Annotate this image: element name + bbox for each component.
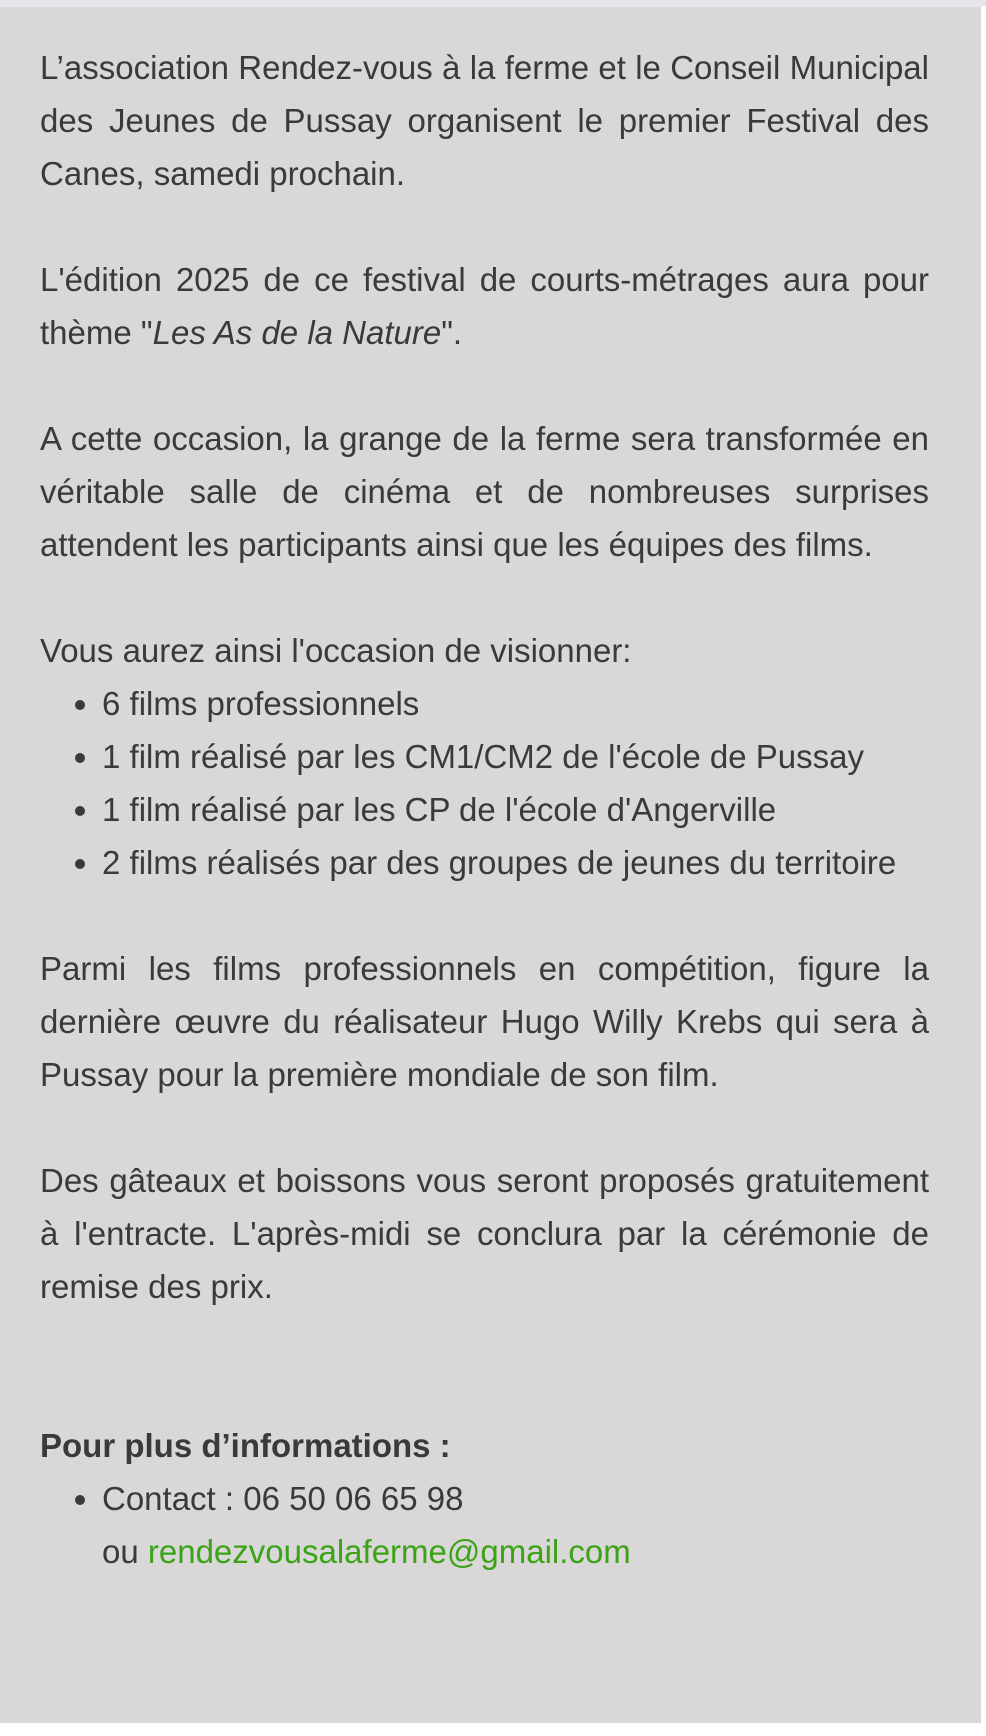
films-list [40, 677, 929, 889]
theme-title: Les As de la Nature [152, 314, 442, 351]
paragraph-intro: L’association Rendez-vous à la ferme et le Conseil Municipal des Jeunes de Pussay organisent le premier Festival des Canes, samedi prochain. [40, 49, 929, 192]
list-item: • 6 films professionnels [102, 677, 929, 730]
paragraph-refreshments: Des gâteaux et boissons vous seront proposés gratuitement à l'entracte. L'après-midi se conclura par la cérémonie de remise des prix. [40, 1162, 929, 1305]
article-card [0, 6, 981, 1723]
paragraph-theme [40, 253, 929, 359]
email-link[interactable]: rendezvousalaferme@gmail.com [147, 1533, 631, 1570]
info-heading: Pour plus d’informations : [40, 1427, 451, 1464]
list-item: • 2 films réalisés par des groupes de jeunes du territoire [102, 836, 929, 889]
paragraph-films-intro: Vous aurez ainsi l'occasion de visionner: [40, 632, 632, 669]
article-body [40, 41, 929, 1578]
list-item: • 1 film réalisé par les CP de l'école d'Angerville [102, 783, 929, 836]
contact-item [102, 1472, 929, 1578]
theme-suffix: ". [441, 314, 463, 351]
paragraph-venue: A cette occasion, la grange de la ferme sera transformée en véritable salle de cinéma et de nombreuses surprises attendent les participants ainsi que les équipes des films. [40, 420, 929, 563]
contact-or: ou [102, 1533, 148, 1570]
contact-phone: Contact : 06 50 06 65 98 [102, 1480, 464, 1517]
paragraph-director: Parmi les films professionnels en compétition, figure la dernière œuvre du réalisateur Hugo Willy Krebs qui sera à Pussay pour la première mondiale de son film. [40, 950, 929, 1093]
theme-prefix: L'édition 2025 de ce festival de courts-métrages aura pour thème " [40, 261, 929, 351]
list-item: • 1 film réalisé par les CM1/CM2 de l'école de Pussay [102, 730, 929, 783]
contact-list [40, 1472, 929, 1578]
